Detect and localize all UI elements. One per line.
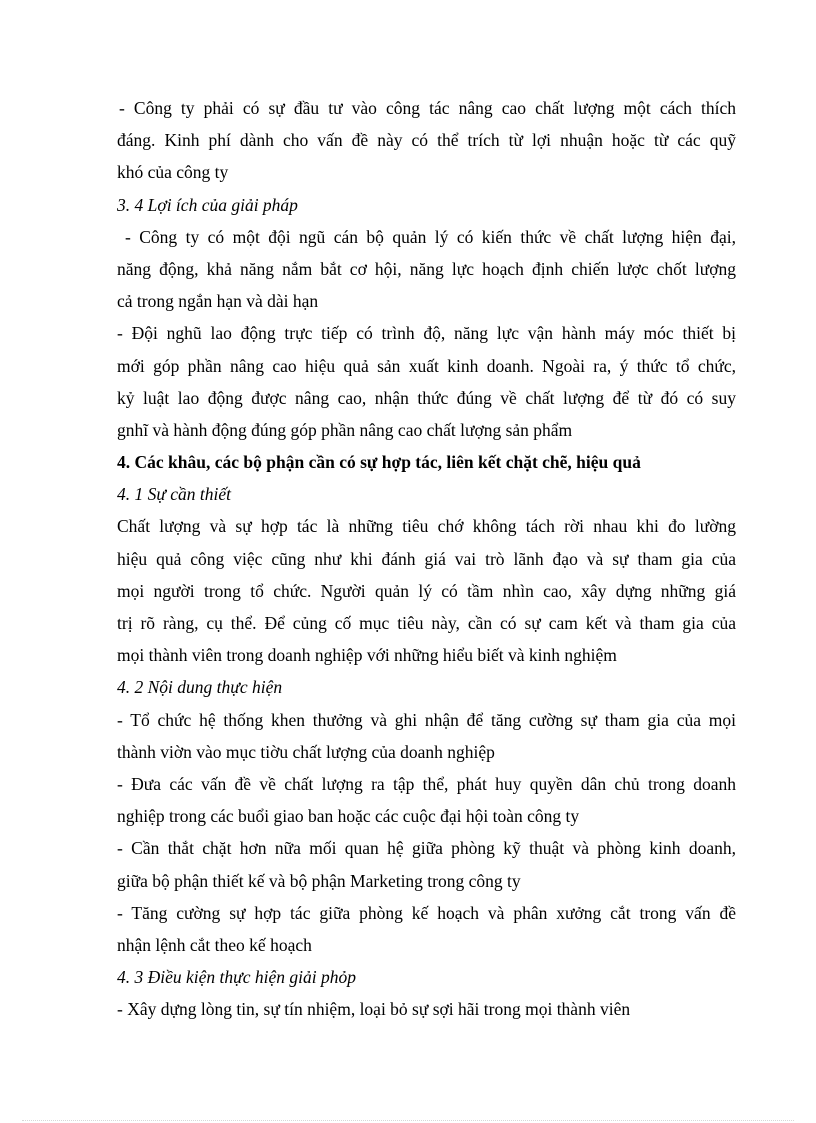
paragraph-line: khó của công ty: [117, 162, 229, 183]
paragraph-line: - Công ty phải có sự đầu tư vào công tác nâng cao chất lượng một cách thích: [119, 98, 736, 118]
page-bottom-divider: [22, 1120, 794, 1121]
document-body: [117, 92, 736, 1025]
paragraph-line: mới góp phần nâng cao hiệu quả sản xuất kinh doanh. Ngoài ra, ý thức tổ chức,: [117, 355, 736, 376]
paragraph-line: giữa bộ phận thiết kế và bộ phận Marketing trong công ty: [117, 870, 521, 891]
section-heading: 3. 4 Lợi ích của giải pháp: [117, 194, 298, 215]
paragraph-line: - Xây dựng lòng tin, sự tín nhiệm, loại bỏ sự sợi hãi trong mọi thành viên: [117, 999, 631, 1020]
paragraph-line: - Đội nghũ lao động trực tiếp có trình độ, năng lực vận hành máy móc thiết bị: [117, 323, 736, 344]
paragraph-line: năng động, khả năng nắm bắt cơ hội, năng lực hoạch định chiến lược chốt lượng: [117, 258, 736, 279]
paragraph-line: gnhĩ và hành động đúng góp phần nâng cao chất lượng sản phẩm: [117, 419, 573, 440]
paragraph-line: trị rõ ràng, cụ thể. Để củng cố mục tiêu này, cần có sự cam kết và tham gia của: [117, 613, 736, 633]
paragraph-line: - Đưa các vấn đề về chất lượng ra tập thể, phát huy quyền dân chủ trong doanh: [117, 773, 736, 794]
paragraph-line: hiệu quả công việc cũng như khi đánh giá vai trò lãnh đạo và sự tham gia của: [117, 548, 736, 569]
section-heading: 4. 1 Sự cần thiết: [117, 484, 232, 505]
paragraph-line: - Tổ chức hệ thống khen thưởng và ghi nhận để tăng cường sự tham gia của mọi: [117, 709, 736, 730]
paragraph-line: mọi người trong tổ chức. Người quản lý có tầm nhìn cao, xây dựng những giá: [117, 580, 736, 601]
paragraph-line: nhận lệnh cắt theo kế hoạch: [117, 934, 312, 955]
section-heading: 4. 3 Điều kiện thực hiện giải phỏp: [117, 967, 356, 988]
section-title: 4. Các khâu, các bộ phận cần có sự hợp tác, liên kết chặt chẽ, hiệu quả: [117, 452, 641, 473]
paragraph-line: - Cần thắt chặt hơn nữa mối quan hệ giữa phòng kỹ thuật và phòng kinh doanh,: [117, 838, 736, 859]
paragraph-line: mọi thành viên trong doanh nghiệp với những hiểu biết và kinh nghiệm: [117, 645, 617, 666]
paragraph-line: - Tăng cường sự hợp tác giữa phòng kế hoạch và phân xưởng cắt trong vấn đề: [117, 902, 736, 923]
paragraph-line: Chất lượng và sự hợp tác là những tiêu chớ không tách rời nhau khi đo lường: [117, 516, 736, 537]
paragraph-line: đáng. Kinh phí dành cho vấn đề này có thể trích từ lợi nhuận hoặc từ các quỹ: [117, 130, 736, 151]
paragraph-line: nghiệp trong các buổi giao ban hoặc các cuộc đại hội toàn công ty: [117, 806, 580, 827]
paragraph-line: kỷ luật lao động được nâng cao, nhận thức đúng về chất lượng để từ đó có suy: [117, 387, 736, 408]
section-heading: 4. 2 Nội dung thực hiện: [117, 677, 283, 698]
paragraph-line: thành viờn vào mục tiờu chất lượng của doanh nghiệp: [117, 741, 495, 762]
paragraph-line: - Công ty có một đội ngũ cán bộ quản lý có kiến thức về chất lượng hiện đại,: [125, 226, 736, 247]
paragraph-line: cả trong ngắn hạn và dài hạn: [117, 291, 319, 312]
